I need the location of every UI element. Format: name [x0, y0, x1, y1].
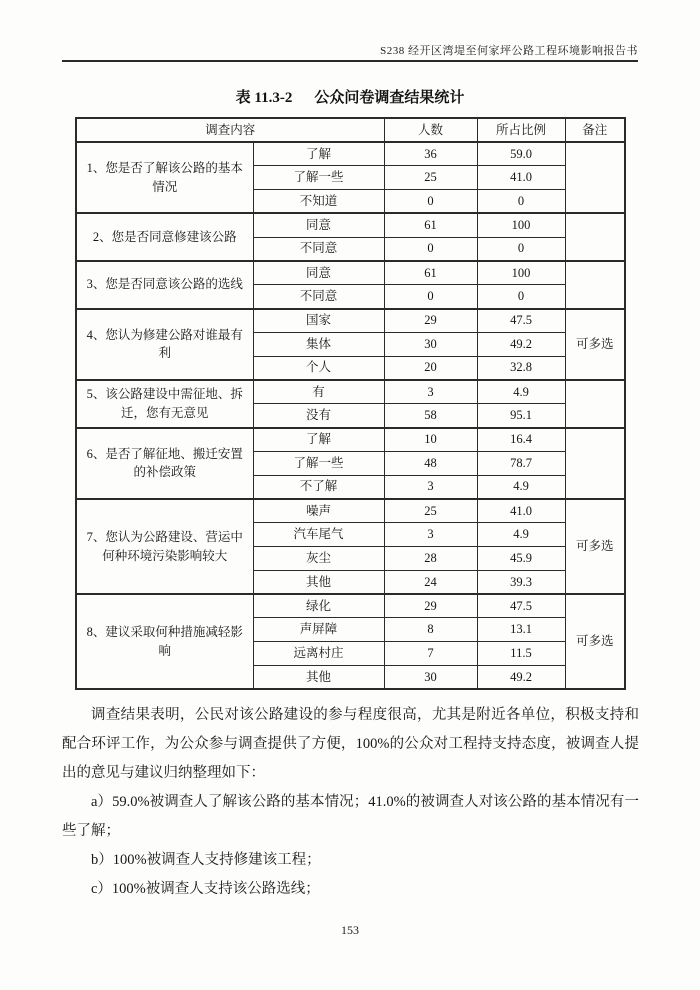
- percent-cell: 100: [477, 213, 565, 237]
- table-row: [76, 499, 625, 523]
- count-cell: 30: [384, 666, 477, 690]
- question-cell: 2、您是否同意修建该公路: [76, 213, 253, 261]
- col-header-count: 人数: [384, 118, 477, 142]
- option-cell: 声屏障: [253, 618, 384, 642]
- option-cell: 汽车尾气: [253, 523, 384, 547]
- table-row: [76, 428, 625, 452]
- count-cell: 30: [384, 332, 477, 356]
- question-cell: 8、建议采取何种措施减轻影响: [76, 594, 253, 689]
- table-caption: [0, 86, 700, 107]
- option-cell: 灰尘: [253, 547, 384, 571]
- percent-cell: 41.0: [477, 166, 565, 190]
- survey-table: [75, 117, 626, 690]
- remark-cell: [565, 142, 625, 213]
- percent-cell: 49.2: [477, 666, 565, 690]
- percent-cell: 11.5: [477, 642, 565, 666]
- paragraph-summary: 调查结果表明，公民对该公路建设的参与程度很高，尤其是附近各单位，积极支持和配合环评工作，为公众参与调查提供了方便，100%的公众对工程持支持态度，被调查人提出的意见与建议归纳整理如下：: [62, 707, 639, 781]
- percent-cell: 0: [477, 285, 565, 309]
- percent-cell: 4.9: [477, 380, 565, 404]
- percent-cell: 78.7: [477, 451, 565, 475]
- table-row: [76, 594, 625, 618]
- percent-cell: 32.8: [477, 356, 565, 380]
- count-cell: 3: [384, 475, 477, 499]
- table-row: [76, 380, 625, 404]
- running-header: S238 经开区湾堤至何家坪公路工程环境影响报告书: [380, 45, 638, 57]
- option-cell: 远离村庄: [253, 642, 384, 666]
- count-cell: 61: [384, 261, 477, 285]
- percent-cell: 100: [477, 261, 565, 285]
- percent-cell: 47.5: [477, 309, 565, 333]
- table-caption-label: 表 11.3-2: [235, 90, 293, 106]
- count-cell: 0: [384, 190, 477, 214]
- remark-cell: 可多选: [565, 594, 625, 689]
- question-cell: 5、该公路建设中需征地、拆迁，您有无意见: [76, 380, 253, 428]
- remark-cell: 可多选: [565, 499, 625, 594]
- option-cell: 了解: [253, 428, 384, 452]
- question-cell: 6、是否了解征地、搬迁安置的补偿政策: [76, 428, 253, 499]
- question-cell: 1、您是否了解该公路的基本情况: [76, 142, 253, 213]
- header-rule-divider: [62, 60, 638, 62]
- percent-cell: 13.1: [477, 618, 565, 642]
- option-cell: 了解一些: [253, 166, 384, 190]
- question-cell: 3、您是否同意该公路的选线: [76, 261, 253, 309]
- percent-cell: 0: [477, 190, 565, 214]
- option-cell: 其他: [253, 666, 384, 690]
- page-number: 153: [341, 923, 359, 937]
- survey-table-body: [76, 142, 625, 689]
- count-cell: 29: [384, 309, 477, 333]
- paragraph-item-b: b）100%被调查人支持修建该工程；: [91, 852, 321, 868]
- option-cell: 集体: [253, 332, 384, 356]
- option-cell: 没有: [253, 404, 384, 428]
- remark-cell: [565, 213, 625, 261]
- percent-cell: 4.9: [477, 523, 565, 547]
- option-cell: 噪声: [253, 499, 384, 523]
- remark-cell: 可多选: [565, 309, 625, 380]
- option-cell: 有: [253, 380, 384, 404]
- count-cell: 25: [384, 166, 477, 190]
- count-cell: 29: [384, 594, 477, 618]
- option-cell: 不了解: [253, 475, 384, 499]
- remark-cell: [565, 261, 625, 309]
- percent-cell: 0: [477, 237, 565, 261]
- option-cell: 绿化: [253, 594, 384, 618]
- table-row: [76, 213, 625, 237]
- percent-cell: 4.9: [477, 475, 565, 499]
- count-cell: 28: [384, 547, 477, 571]
- option-cell: 不同意: [253, 285, 384, 309]
- option-cell: 同意: [253, 261, 384, 285]
- count-cell: 8: [384, 618, 477, 642]
- count-cell: 20: [384, 356, 477, 380]
- option-cell: 个人: [253, 356, 384, 380]
- percent-cell: 49.2: [477, 332, 565, 356]
- count-cell: 3: [384, 523, 477, 547]
- percent-cell: 41.0: [477, 499, 565, 523]
- option-cell: 国家: [253, 309, 384, 333]
- table-row: [76, 261, 625, 285]
- body-text: [62, 701, 639, 904]
- option-cell: 不同意: [253, 237, 384, 261]
- percent-cell: 59.0: [477, 142, 565, 166]
- count-cell: 25: [384, 499, 477, 523]
- count-cell: 3: [384, 380, 477, 404]
- paragraph-item-c: c）100%被调查人支持该公路选线；: [91, 881, 320, 897]
- remark-cell: [565, 428, 625, 499]
- count-cell: 48: [384, 451, 477, 475]
- option-cell: 其他: [253, 570, 384, 594]
- col-header-remark: 备注: [565, 118, 625, 142]
- option-cell: 不知道: [253, 190, 384, 214]
- count-cell: 24: [384, 570, 477, 594]
- count-cell: 7: [384, 642, 477, 666]
- count-cell: 0: [384, 285, 477, 309]
- col-header-content: 调查内容: [76, 118, 384, 142]
- count-cell: 0: [384, 237, 477, 261]
- col-header-percent: 所占比例: [477, 118, 565, 142]
- table-row: [76, 309, 625, 333]
- table-row: [76, 142, 625, 166]
- question-cell: 4、您认为修建公路对谁最有利: [76, 309, 253, 380]
- percent-cell: 47.5: [477, 594, 565, 618]
- table-caption-title: 公众问卷调查结果统计: [314, 90, 465, 106]
- table-header-row: [76, 118, 625, 142]
- question-cell: 7、您认为公路建设、营运中何种环境污染影响较大: [76, 499, 253, 594]
- option-cell: 了解: [253, 142, 384, 166]
- percent-cell: 95.1: [477, 404, 565, 428]
- option-cell: 同意: [253, 213, 384, 237]
- option-cell: 了解一些: [253, 451, 384, 475]
- paragraph-item-a: a）59.0%被调查人了解该公路的基本情况；41.0%的被调查人对该公路的基本情况有一些了解；: [62, 794, 639, 839]
- count-cell: 61: [384, 213, 477, 237]
- count-cell: 10: [384, 428, 477, 452]
- percent-cell: 16.4: [477, 428, 565, 452]
- remark-cell: [565, 380, 625, 428]
- percent-cell: 39.3: [477, 570, 565, 594]
- count-cell: 36: [384, 142, 477, 166]
- count-cell: 58: [384, 404, 477, 428]
- percent-cell: 45.9: [477, 547, 565, 571]
